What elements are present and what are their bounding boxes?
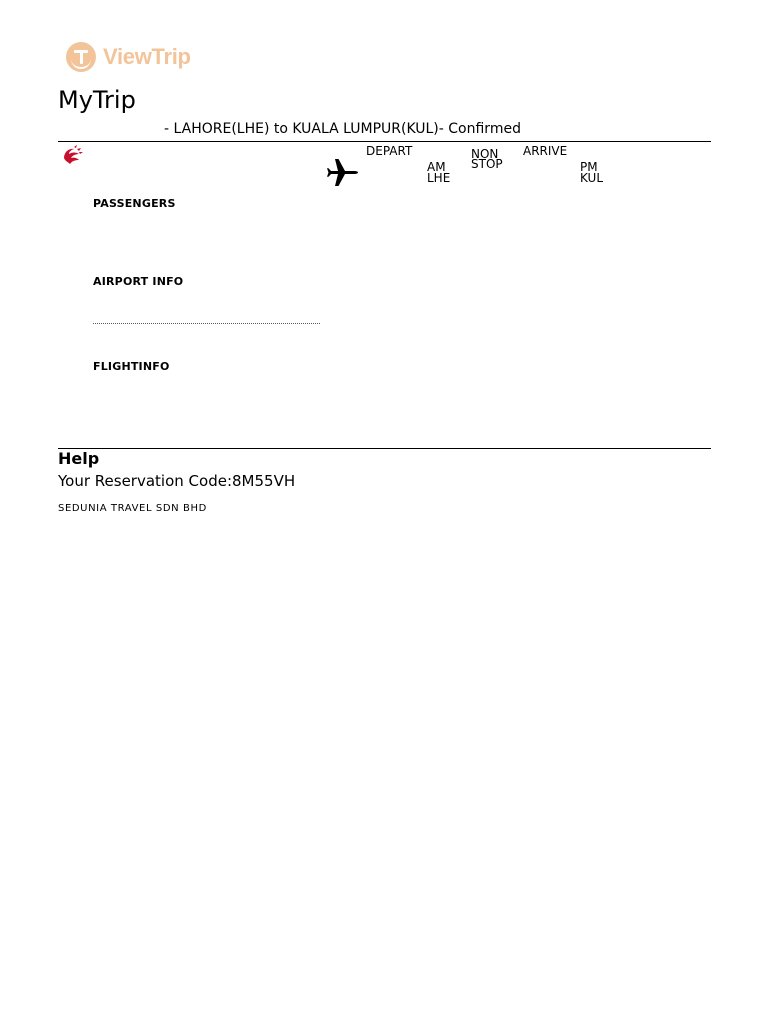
reservation-code-value: 8M55VH bbox=[232, 472, 296, 490]
passengers-heading: PASSENGERS bbox=[93, 197, 176, 210]
help-divider bbox=[58, 448, 711, 449]
flight-info-heading: FLIGHTINFO bbox=[93, 360, 170, 373]
brand-name: ViewTrip bbox=[103, 44, 191, 69]
page-title: MyTrip bbox=[58, 86, 136, 114]
travel-agency-name: SEDUNIA TRAVEL SDN BHD bbox=[58, 503, 207, 514]
stops-line1: NON bbox=[471, 147, 499, 161]
reservation-code-line bbox=[58, 473, 295, 490]
airplane-icon bbox=[325, 156, 359, 188]
trip-route-status: - LAHORE(LHE) to KUALA LUMPUR(KUL)- Confirmed bbox=[164, 121, 521, 137]
depart-airport: LHE bbox=[427, 171, 451, 185]
viewtrip-logo-icon bbox=[66, 42, 96, 72]
dotted-separator bbox=[93, 323, 320, 324]
top-divider bbox=[58, 141, 711, 142]
depart-period: AM bbox=[427, 160, 446, 174]
arrive-period: PM bbox=[580, 160, 598, 174]
depart-label: DEPART bbox=[366, 144, 413, 158]
airline-bird-icon bbox=[60, 144, 84, 168]
airport-info-heading: AIRPORT INFO bbox=[93, 275, 184, 288]
viewtrip-logo bbox=[66, 42, 191, 72]
arrive-airport: KUL bbox=[580, 171, 604, 185]
help-title: Help bbox=[58, 449, 100, 468]
arrive-label: ARRIVE bbox=[523, 144, 568, 158]
reservation-code-label: Your Reservation Code: bbox=[58, 472, 233, 490]
stops-line2: STOP bbox=[471, 157, 503, 171]
